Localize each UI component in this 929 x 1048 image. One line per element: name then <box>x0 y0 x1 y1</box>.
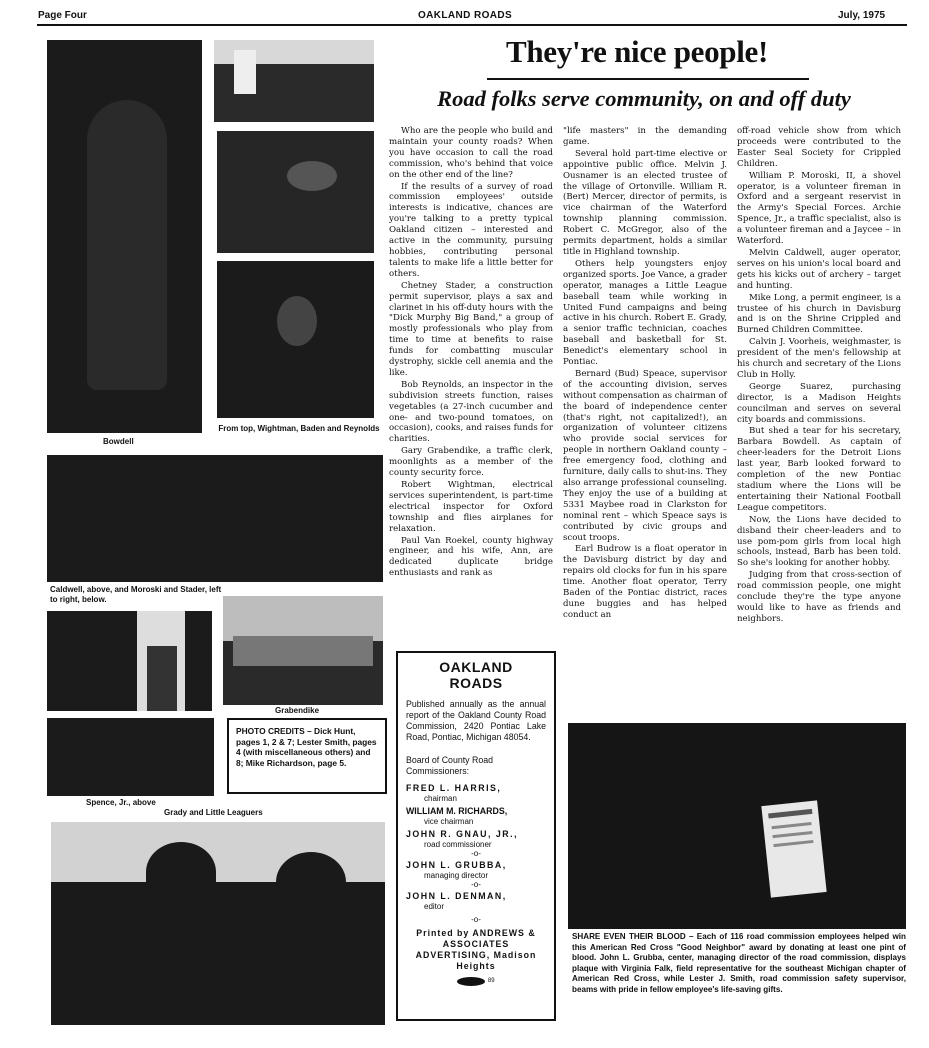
paragraph: Calvin J. Voorheis, weighmaster, is president of the men's fellowship at his church and secretary of the Lions Club in Holly. <box>737 337 901 380</box>
board-member-name: WILLIAM M. RICHARDS, <box>406 806 508 816</box>
paragraph: Several hold part-time elective or appointive public office. Melvin J. Ousnamer is an elected trustee of the village of Ortonville. William R. (Bert) Mercer, director of permits, is vice chairman of the Waterford township planning commission. Robert C. McGregor, also of the permits department, holds a similar title in Highland township. <box>563 148 727 257</box>
caption-blood-award: SHARE EVEN THEIR BLOOD – Each of 116 road commission employees helped win this American Red Cross "Good Neighbor" award by donating at least one pint of blood. John L. Grubba, center, managing director of the road commission, displays plaque with Virginia Falk, field representative for the southeast Michigan chapter of American Red Cross, while Lester J. Smith, road commission safety supervisor, beams with pride in fellow employee's life-saving gifts. <box>572 932 906 994</box>
separator: -o- <box>471 915 481 924</box>
paragraph: Others help youngsters enjoy organized sports. Joe Vance, a grader operator, manages a Little League baseball team while working in United Fund campaigns and being active in his church. Robert E. Grady, a senior traffic technician, coaches baseball and basketball for St. Benedict's elementary school in Pontiac. <box>563 258 727 368</box>
photo-grady-little-leaguers <box>51 822 385 1025</box>
masthead-box <box>396 651 556 1021</box>
paragraph: George Suarez, purchasing director, is a Madison Heights councilman and serves on several city boards and commissions. <box>737 381 901 425</box>
photo-baden <box>217 131 374 253</box>
page-number: Page Four <box>38 10 87 21</box>
issue-date: July, 1975 <box>838 10 886 21</box>
photo-credits-box <box>227 718 387 794</box>
header-rule <box>37 24 907 26</box>
board-member-name: JOHN R. GNAU, JR., <box>406 829 519 839</box>
paragraph: Judging from that cross-section of road commission people, one might conclude they're the type anyone would like to have as friends and neighbors. <box>737 570 901 624</box>
paragraph: Mike Long, a permit engineer, is a trustee of his church in Davisburg and is on the Shrine Crippled and Burned Children Committee. <box>737 292 901 336</box>
paragraph: William P. Moroski, II, a shovel operator, is a volunteer fireman in Oxford and a sergeant reservist in the Army's Special Forces. Archie Spence, Jr., a traffic specialist, also is a volunteer fireman and a Jaycee – in Waterford. <box>737 170 901 247</box>
union-label <box>406 976 546 987</box>
paragraph: Paul Van Roekel, county highway engineer, and his wife, Ann, are dedicated duplicate bridge enthusiasts and rank as <box>389 535 553 579</box>
photo-wightman <box>214 40 374 122</box>
separator: -o- <box>471 849 481 858</box>
paragraph: Bob Reynolds, an inspector in the subdivision streets function, raises vegetables (a 27-inch cucumber and one- and two-pound tomatoes, on occasion), cooks, and raises funds for charities. <box>389 379 553 445</box>
masthead-printed-by: Printed by ANDREWS & ASSOCIATES ADVERTISING, Madison Heights <box>415 928 537 971</box>
paragraph: Who are the people who build and maintain your county roads? When you have occasion to call the road commission, who's behind that voice on the other end of the line? <box>389 126 553 180</box>
paragraph: off-road vehicle show from which proceeds were contributed to the Easter Seal Society for Crippled Children. <box>737 126 901 169</box>
paragraph: Now, the Lions have decided to disband their cheer-leaders and to use pom-pom girls from local high schools, instead, Barb has been told. So she's looking for another hobby. <box>737 514 901 569</box>
article-title: They're nice people! <box>505 34 769 69</box>
article-column-1 <box>389 126 553 580</box>
award-plaque <box>761 800 826 897</box>
paragraph: "life masters" in the demanding game. <box>563 126 727 147</box>
separator: -o- <box>471 880 481 889</box>
photo-reynolds <box>217 261 374 418</box>
photo-spence <box>47 718 214 796</box>
paragraph: Robert Wightman, electrical services superintendent, is part-time electrical inspector for Oxford township and flies airplanes for relaxation. <box>389 480 553 534</box>
title-rule <box>487 78 809 80</box>
paragraph: Bernard (Bud) Speace, supervisor of the accounting division, serves without compensation as chairman of the board of independence center (that's right, not capitalized!), an organization of volunteer citizens who provide social services for people in northern Oakland county – free emergency food, clothing and furniture, daily calls to shut-ins. They also arrange professional counseling. They enjoy the use of a building at 5331 Maybee road in Clarkston for nominal rent – which Speace says is contributed by civic groups and scout troops. <box>563 368 727 543</box>
caption-grady: Grady and Little Leaguers <box>164 808 263 817</box>
board-member-name: JOHN L. GRUBBA, <box>406 860 507 870</box>
caption-spence: Spence, Jr., above <box>86 798 156 807</box>
paragraph: Chetney Stader, a construction permit supervisor, plays a sax and clarinet in his off-duty hours with the "Dick Murphy Big Band," a group of mostly professionals who play from time to time at benefits to raise funds for combatting muscular dystrophy, sickle cell anemia and the like. <box>389 280 553 378</box>
board-member-role: vice chairman <box>424 817 474 826</box>
photo-moroski-stader <box>47 611 212 711</box>
masthead-title-line2: ROADS <box>449 675 503 691</box>
masthead-title-line1: OAKLAND <box>439 659 513 675</box>
board-member-role: chairman <box>424 794 457 803</box>
paragraph: Gary Grabendike, a traffic clerk, moonlights as a member of the county security force. <box>389 446 553 479</box>
photo-credits: PHOTO CREDITS – Dick Hunt, pages 1, 2 & 7; Lester Smith, pages 4 (with miscellaneous others) and 8; Mike Richardson, page 5. <box>236 726 377 768</box>
board-member-name: JOHN L. DENMAN, <box>406 891 507 901</box>
article-column-2 <box>563 126 727 622</box>
caption-wightman: From top, Wightman, Baden and Reynolds <box>218 424 380 433</box>
photo-grabendike <box>223 596 383 705</box>
board-member-role: editor <box>424 902 445 911</box>
masthead-board-heading: Board of County Road Commissioners: <box>406 755 494 776</box>
photo-bowdell <box>47 40 202 433</box>
board-member-role: managing director <box>424 871 489 880</box>
caption-grabendike: Grabendike <box>275 706 320 715</box>
photo-caldwell <box>47 455 383 582</box>
paragraph: Earl Budrow is a float operator in the Davisburg district by day and repairs old clocks for fun in his spare time. Another float operator, Terry Baden of the Pontiac district, races dune buggies and has helped conduct an <box>563 544 727 620</box>
board-member-name: FRED L. HARRIS, <box>406 783 502 793</box>
union-bug-icon <box>457 977 485 986</box>
board-member-role: road commissioner <box>424 840 492 849</box>
publication-name: OAKLAND ROADS <box>418 10 513 21</box>
article-column-3 <box>737 126 901 626</box>
masthead-published: Published annually as the annual report of the Oakland County Road Commission, 2420 Pontiac Lake Road, Pontiac, Michigan 48054. <box>406 699 546 742</box>
paragraph: Melvin Caldwell, auger operator, serves on his union's local board and gets his kicks out of archery – target and hunting. <box>737 247 901 291</box>
union-mark: 89 <box>487 978 495 985</box>
caption-bowdell: Bowdell <box>103 437 134 446</box>
paragraph: If the results of a survey of road commission employees' outside interests is indicative, chances are you're talking to a pretty typical Oakland citizen – interested and active in the community, pursuing hobbies, contributing personal talents to make life a little better for others. <box>389 181 553 279</box>
caption-caldwell: Caldwell, above, and Moroski and Stader, left to right, below. <box>50 585 222 604</box>
article-subtitle: Road folks serve community, on and off duty <box>437 86 851 111</box>
photo-blood-award <box>568 723 906 929</box>
paragraph: But shed a tear for his secretary, Barbara Bowdell. As captain of cheer-leaders for the Detroit Lions last year, Barb looked forward to completion of the new Pontiac stadium where the Lions will be entertaining their National Football League competitors. <box>737 426 901 513</box>
